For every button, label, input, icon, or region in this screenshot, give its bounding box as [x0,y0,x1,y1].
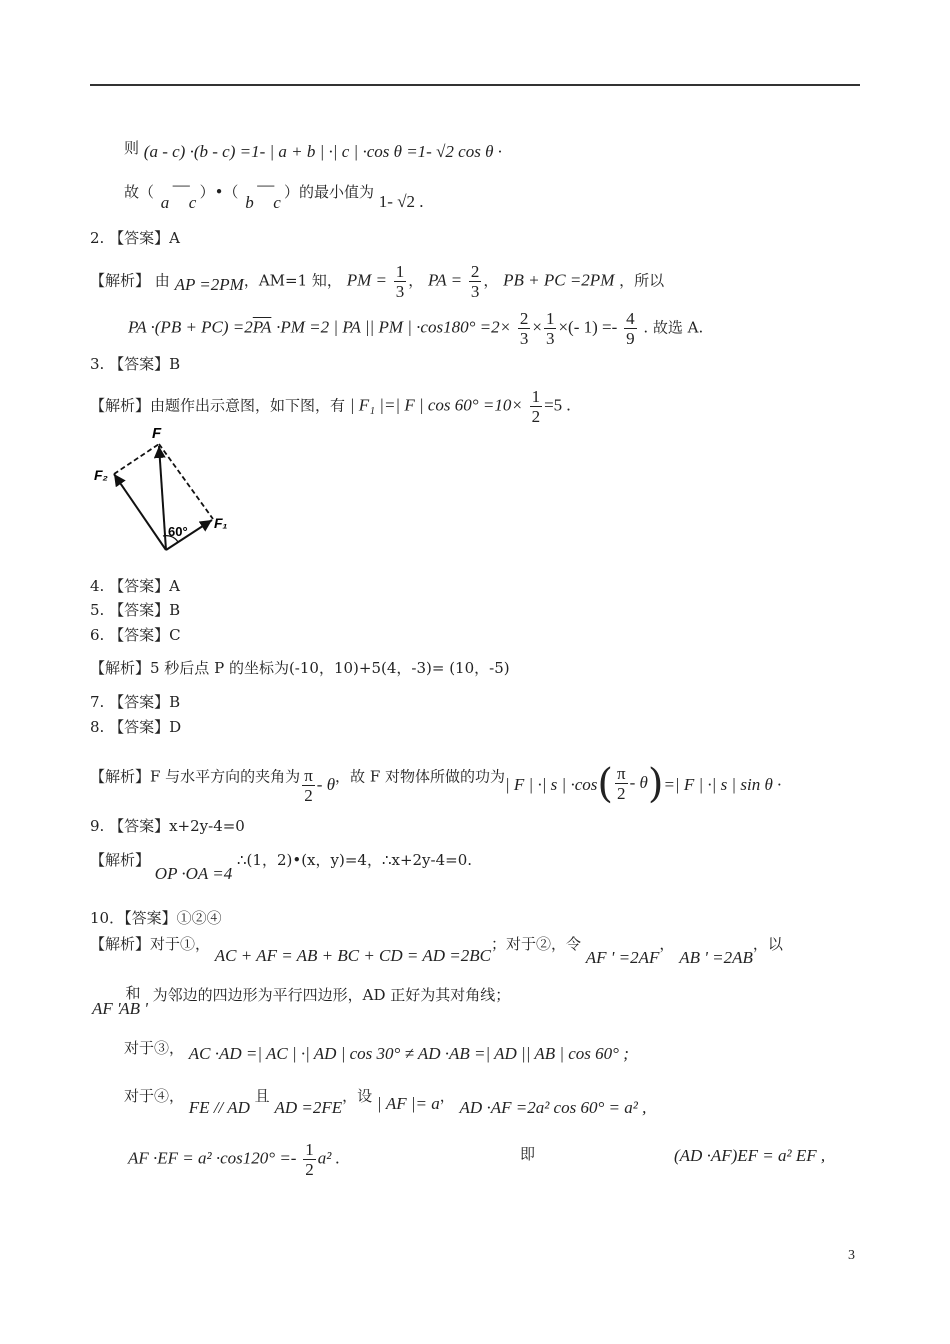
q10-l3-a: 对于③， [124,1039,185,1057]
q2-line2-a: PA ·(PB + PC) =2 [128,317,253,337]
q10-l4-f: | AF |= a [376,1094,440,1113]
q3-analysis-expr: | F₁ |=| F | cos 60° =10× [349,395,523,415]
s1-line2-suffix: ）的最小值为 [284,183,375,201]
q10-l3-b: AC ·AD =| AC | ·| AD | cos 30° ≠ AD ·AB =| AD || AB | cos 60° ; [188,1044,629,1063]
q9-answer: 9. 【答案】x+2y-4=0 [90,817,245,835]
q3-analysis-result: =5 . [544,395,571,415]
q2-expr-pm: PM = [346,270,387,290]
s1-c1: c [188,193,197,212]
dashed-f-f1 [159,444,213,519]
q10-l1-b: AC + AF = AB + BC + CD = AD =2BC [214,946,491,965]
q10-frac: $\frac{1}{2}$ [305,1140,314,1179]
q8-analysis: 【解析】F 与水平方向的夹角为 $\frac{\pi}{2}$ - θ，故 F 对物体所做的功为| F | ·| s | ·cos( $\frac{\pi}{2}$ - θ)=| F | ·| s | sin θ · [90,760,782,807]
q10-l5-d [674,1146,825,1166]
q3-force-diagram [92,424,242,559]
q10-l5-b: a² . [317,1148,340,1168]
s1-line2-prefix: 故（ [124,183,155,201]
q8-expr-f: =| F | ·| s | sin θ · [663,774,782,794]
q8-answer: 8. 【答案】D [90,718,182,736]
q5-answer: 5. 【答案】B [90,601,181,619]
q2-text-c: ，AM=1 知， [243,271,342,290]
q10-l4-e: ，设 [342,1087,373,1105]
s1-dash1: — [172,175,190,194]
q7-answer: 7. 【答案】B [90,693,181,711]
q2-analysis-label: 【解析】 [90,271,151,290]
dashed-f2-f [114,444,159,474]
q2-frac3: $\frac{2}{3}$ [519,309,529,348]
q6-analysis: 【解析】5 秒后点 P 的坐标为(-10，10)+5(4，-3)= (10，-5) [90,659,510,677]
q2-line2-c: ×(- 1) =- [558,317,618,337]
q10-answer: 10．【答案】①②④ [90,909,222,927]
q10-l2-d: 为邻边的四边形为平行四边形，AD 正好为其对角线； [152,986,511,1004]
q2-expr-ap: AP =2PM [174,274,244,294]
label-f2: F₂ [94,467,108,483]
q8-text-b: - θ [316,774,336,794]
s1-line1 [124,138,502,161]
label-f: F [152,425,162,442]
q10-l4-b: FE // AD [188,1098,250,1117]
q10-l2-b: 和 [125,984,141,1002]
q2-line2-d: . 故选 A. [643,318,704,337]
q9-analysis [90,850,473,883]
label-angle: 60° [168,524,188,539]
q10-line2 [92,984,511,1018]
q2-frac1: $\frac{1}{3}$ [395,262,405,301]
q3-frac: $\frac{1}{2}$ [531,387,541,426]
q8-text-a: 【解析】F 与水平方向的夹角为 [90,767,301,786]
q2-text-a: 由 [154,271,170,290]
s1-c2: c [273,193,281,212]
q10-l4-d: AD =2FE [274,1098,343,1117]
q2-frac4: $\frac{1}{3}$ [545,309,555,348]
s1-line2 [124,175,424,212]
q2-expr-pb: PB + PC =2PM [503,270,615,290]
q10-line3 [124,1038,629,1063]
q8-frac2: $\frac{\pi}{2}$ [616,764,626,803]
q8-expr-e: - θ [629,772,648,792]
force-f-vector [159,446,166,550]
s1-line2-mid: ）•（ [199,183,239,201]
q10-l5-a: AF ·EF = a² ·cos120° =- [128,1148,297,1168]
s1-line1-expr: (a - c) ·(b - c) =1- | a + b | ·| c | ·cos θ =1- √2 cos θ · [143,142,502,161]
s1-a: a [160,193,170,212]
q10-l4-h: AD ·AF =2a² cos 60° = a² , [459,1098,647,1117]
q8-expr-d: | F | ·| s | ·cos [505,774,598,794]
q2-analysis-line2 [128,309,703,348]
q10-l4-g: ， [439,1087,455,1105]
q2-comma2: ， [483,271,499,290]
s1-line1-prefix: 则 [124,139,140,157]
q3-analysis-text: 【解析】由题作出示意图，如下图，有 [90,396,346,415]
q2-line2-ov: $\overline{PA}$ [252,317,272,337]
q10-l1-a: 【解析】对于①， [90,935,211,953]
q10-l5-c: 即 [520,1145,536,1163]
q10-line4 [124,1086,647,1117]
header-rule [90,84,860,86]
q2-frac5: $\frac{4}{9}$ [626,309,635,348]
q10-l1-c: ；对于②，令 [490,935,581,953]
label-f1: F₁ [214,515,228,531]
q2-line2-b: ·PM =2 | PA || PM | ·cos180° =2× [276,317,512,337]
q10-l4-a: 对于④， [124,1087,185,1105]
q10-l2-c: AB ' [119,999,148,1018]
q10-line5 [128,1140,340,1179]
q10-l5-d-expr: (AD ·AF)EF = a² EF , [674,1146,826,1165]
q2-comma1: ， [408,271,424,290]
q4-answer: 4. 【答案】A [90,577,180,595]
s1-b: b [245,193,254,212]
q2-frac2: $\frac{2}{3}$ [470,262,480,301]
q9-analysis-expr: OP ·OA =4 [154,864,233,883]
q10-l2-a: AF ' [92,999,121,1018]
q10-l4-c: 且 [254,1087,270,1105]
q8-frac: $\frac{\pi}{2}$ [304,766,313,805]
page-number: 3 [848,1248,855,1263]
s1-min-value: 1- √2 . [378,192,424,211]
q9-analysis-label: 【解析】 [90,851,151,869]
q2-expr-pa: PA = [428,270,463,290]
q3-answer: 3. 【答案】B [90,355,181,373]
q10-l1-e: ， [659,935,675,953]
q3-analysis [90,387,571,426]
q6-answer: 6. 【答案】C [90,626,181,644]
force-f2-vector [114,474,166,550]
q2-analysis-line1 [90,262,664,301]
q10-line1 [90,934,783,967]
q2-answer: 2. 【答案】A [90,229,180,247]
q2-times: × [532,317,542,337]
q10-l1-g: ，以 [752,935,783,953]
q10-l1-f: AB ' =2AB [679,948,753,967]
q10-l1-d: AF ' =2AF [585,948,660,967]
q2-text-g: ，所以 [619,271,665,290]
q8-text-c: ，故 F 对物体所做的功为 [335,767,505,786]
s1-dash2: — [257,175,275,194]
q9-analysis-rest: ∴(1，2)•(x，y)=4，∴x+2y-4=0. [237,851,473,869]
